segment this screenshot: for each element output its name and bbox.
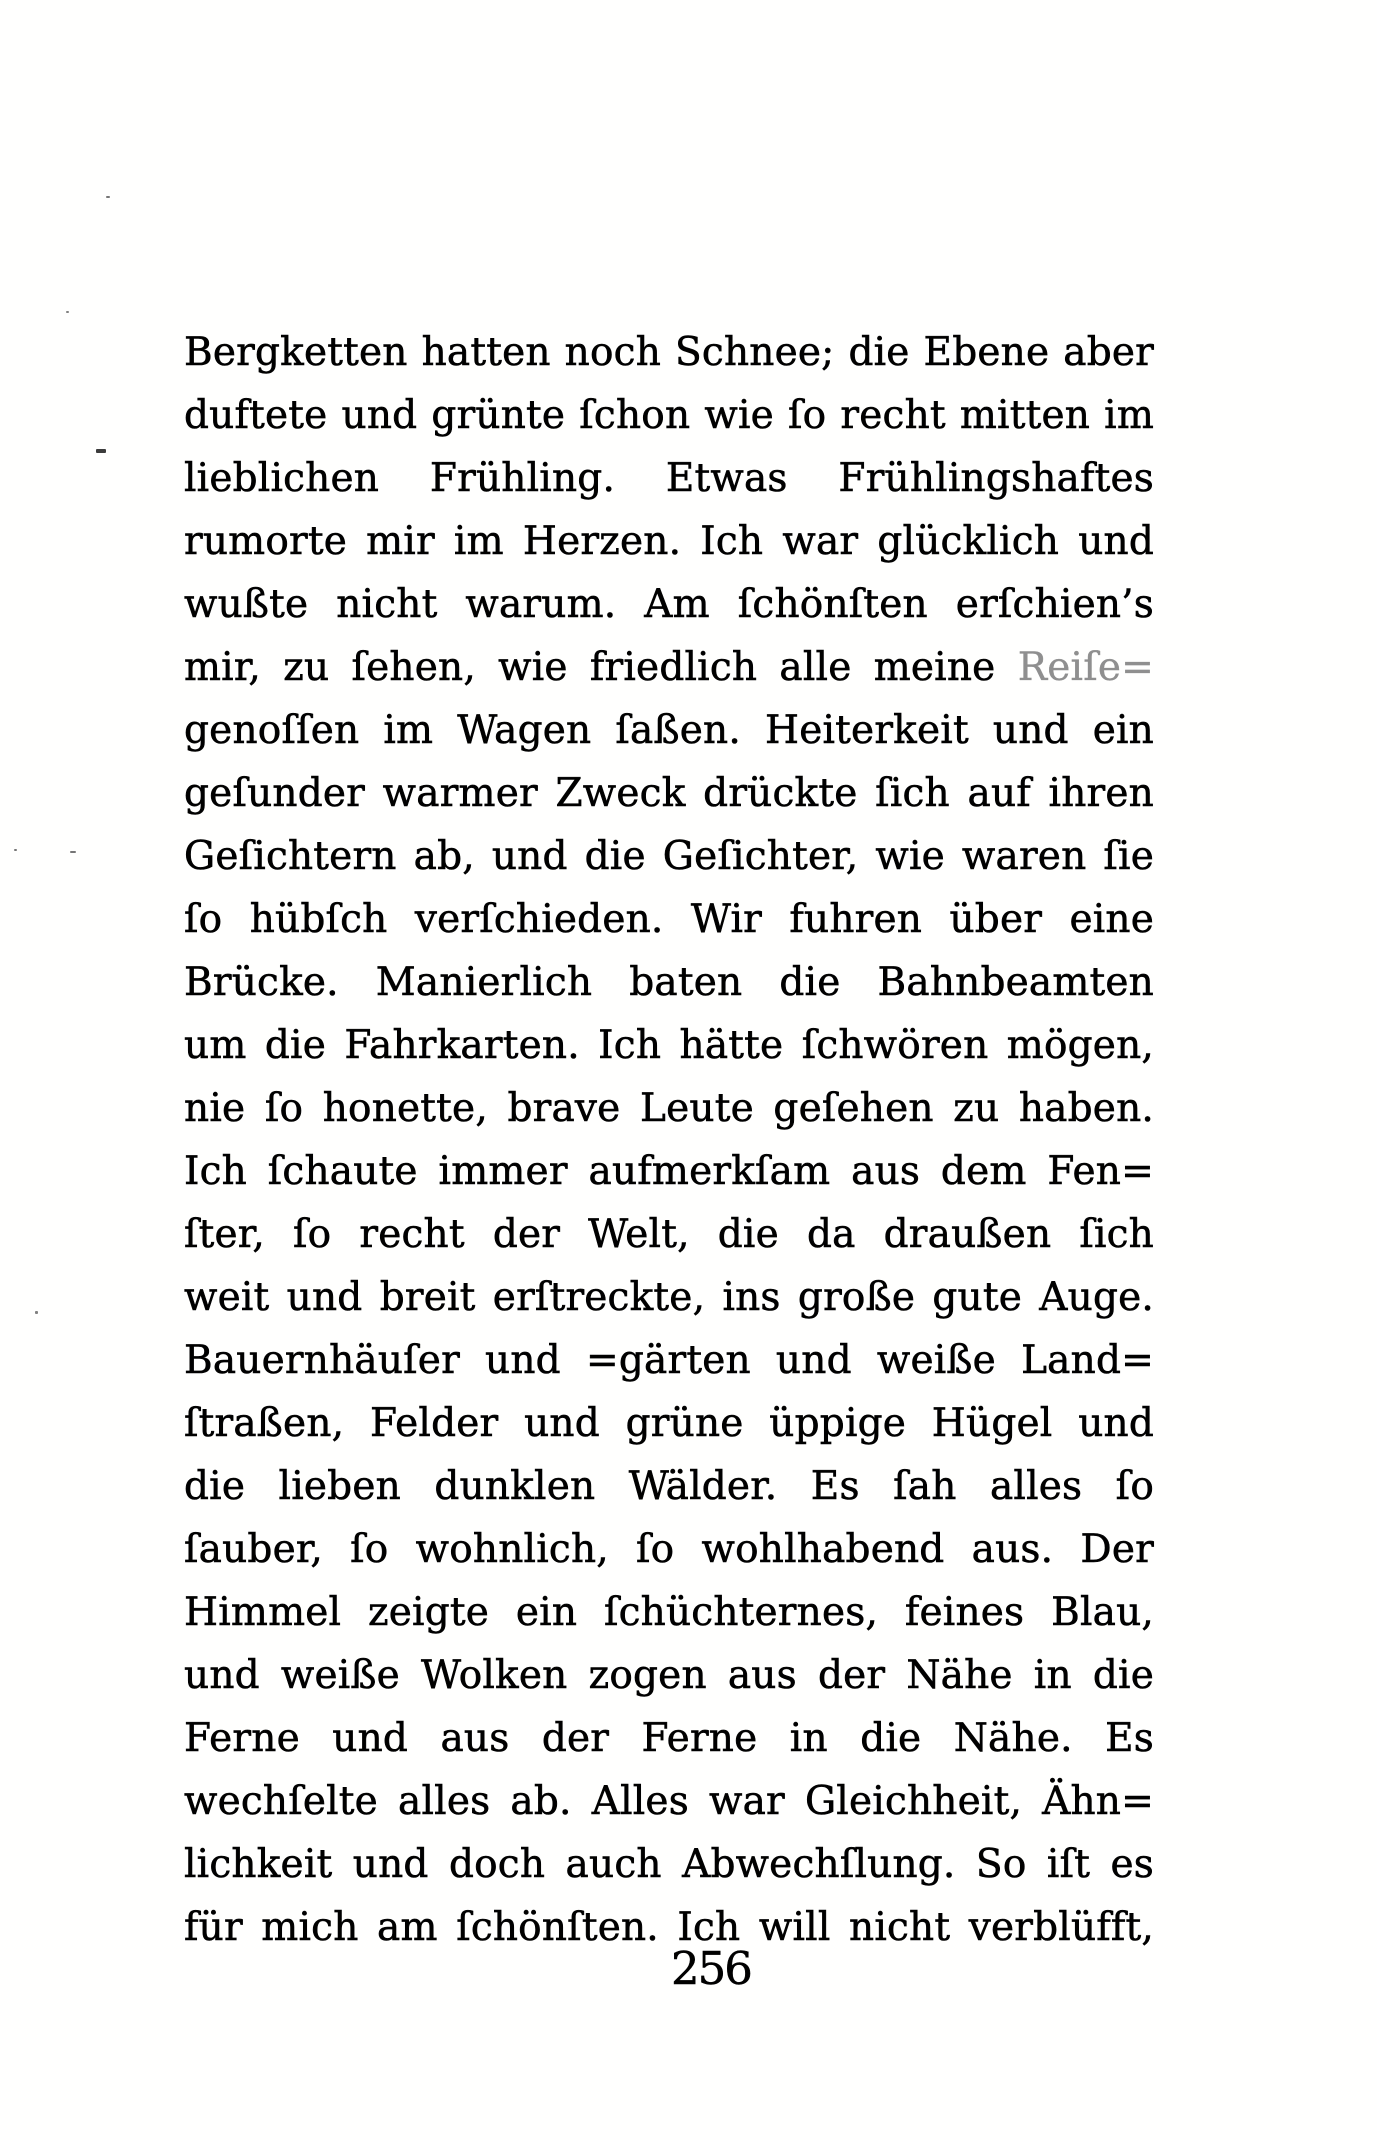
text-line: Himmel zeigte ein ſchüchternes, feines Blau, bbox=[184, 1590, 1154, 1635]
text-line: ſauber, ſo wohnlich, ſo wohlhabend aus. Der bbox=[184, 1527, 1154, 1572]
text-line: weit und breit erſtreckte, ins große gute Auge. bbox=[184, 1275, 1154, 1320]
text-line: Brücke. Manierlich baten die Bahnbeamten bbox=[184, 960, 1154, 1005]
text-line: um die Fahrkarten. Ich hätte ſchwören mögen, bbox=[184, 1023, 1154, 1068]
page-number: 256 bbox=[671, 1942, 751, 1995]
text-line: Bergketten hatten noch Schnee; die Ebene aber bbox=[184, 330, 1154, 375]
text-line: Ich ſchaute immer aufmerkſam aus dem Fen= bbox=[184, 1149, 1154, 1194]
text-line: nie ſo honette, brave Leute geſehen zu haben. bbox=[184, 1086, 1154, 1131]
text-line: ſo hübſch verſchieden. Wir fuhren über eine bbox=[184, 897, 1154, 942]
scan-speck bbox=[35, 1311, 38, 1314]
text-line: rumorte mir im Herzen. Ich war glücklich und bbox=[184, 519, 1154, 564]
text-line: geſunder warmer Zweck drückte ſich auf ihren bbox=[184, 771, 1154, 816]
text-line: mir, zu ſehen, wie friedlich alle meine Reiſe= bbox=[184, 645, 1154, 690]
text-line: wußte nicht warum. Am ſchönſten erſchien’s bbox=[184, 582, 1154, 627]
scan-speck bbox=[96, 449, 106, 453]
text-line: ſter, ſo recht der Welt, die da draußen ſich bbox=[184, 1212, 1154, 1257]
text-line: lichkeit und doch auch Abwechſlung. So iſt es bbox=[184, 1842, 1154, 1887]
text-line: und weiße Wolken zogen aus der Nähe in die bbox=[184, 1653, 1154, 1698]
text-line: wechſelte alles ab. Alles war Gleichheit, Ähn= bbox=[184, 1779, 1154, 1824]
scan-speck bbox=[70, 851, 76, 853]
text-line: genoſſen im Wagen ſaßen. Heiterkeit und ein bbox=[184, 708, 1154, 753]
scan-speck bbox=[106, 196, 110, 198]
text-line: Ferne und aus der Ferne in die Nähe. Es bbox=[184, 1716, 1154, 1761]
scan-speck bbox=[14, 849, 17, 851]
text-line: Bauernhäuſer und =gärten und weiße Land= bbox=[184, 1338, 1154, 1383]
body-text bbox=[184, 321, 1154, 1959]
text-line: die lieben dunklen Wälder. Es ſah alles ſo bbox=[184, 1464, 1154, 1509]
text-line: duftete und grünte ſchon wie ſo recht mitten im bbox=[184, 393, 1154, 438]
text-line: für mich am ſchönſten. Ich will nicht verblüfft, bbox=[184, 1905, 1154, 1950]
text-line: Geſichtern ab, und die Geſichter, wie waren ſie bbox=[184, 834, 1154, 879]
text-line: lieblichen Frühling. Etwas Frühlingshaftes bbox=[184, 456, 1154, 501]
text-line: ſtraßen, Felder und grüne üppige Hügel und bbox=[184, 1401, 1154, 1446]
faded-print-word: Reiſe= bbox=[1017, 645, 1154, 690]
scan-speck bbox=[66, 311, 69, 313]
